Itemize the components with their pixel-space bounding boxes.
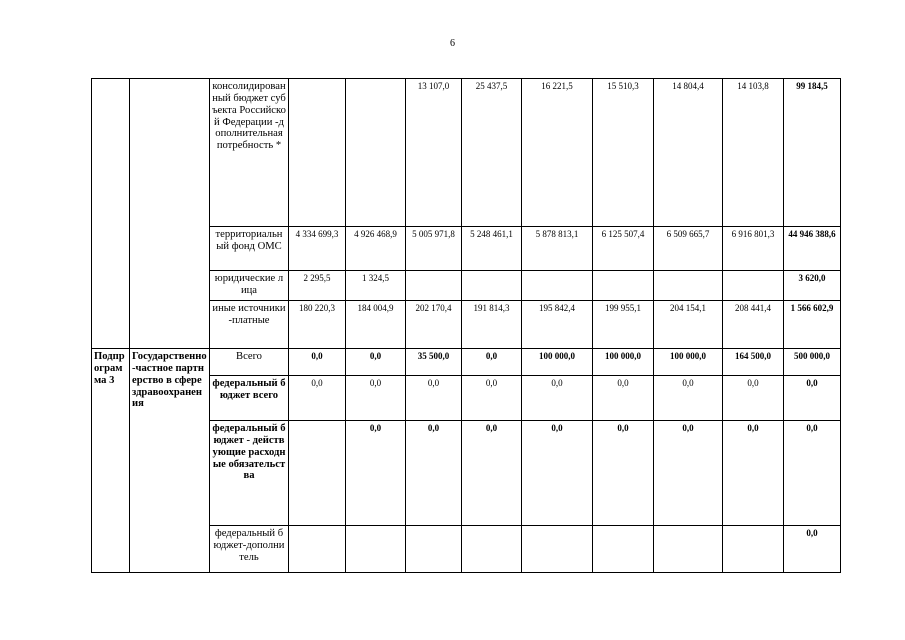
value-cell-year-7: 14 804,4: [654, 79, 723, 227]
value-cell-year-5: [522, 271, 593, 301]
total-cell: 0,0: [784, 421, 841, 526]
value-cell-year-2: 1 324,5: [346, 271, 406, 301]
value-cell-year-6: 15 510,3: [593, 79, 654, 227]
value-cell-year-3: 13 107,0: [406, 79, 462, 227]
value-cell-year-2: 0,0: [346, 421, 406, 526]
value-cell-year-4: 5 248 461,1: [462, 227, 522, 271]
value-cell-year-1: 0,0: [289, 349, 346, 376]
funding-source: территориальный фонд ОМС: [210, 227, 289, 271]
value-cell-year-4: 25 437,5: [462, 79, 522, 227]
value-cell-year-8: [723, 271, 784, 301]
empty-cell-b: [130, 79, 210, 349]
total-cell: 500 000,0: [784, 349, 841, 376]
total-cell: 1 566 602,9: [784, 301, 841, 349]
value-cell-year-8: 0,0: [723, 376, 784, 421]
value-cell-year-8: 164 500,0: [723, 349, 784, 376]
value-cell-year-4: 191 814,3: [462, 301, 522, 349]
value-cell-year-4: 0,0: [462, 376, 522, 421]
value-cell-year-3: [406, 271, 462, 301]
value-cell-year-3: 0,0: [406, 421, 462, 526]
value-cell-year-8: 208 441,4: [723, 301, 784, 349]
funding-source: федеральный бюджет-дополнитель: [210, 526, 289, 573]
value-cell-year-5: 0,0: [522, 421, 593, 526]
value-cell-year-4: [462, 271, 522, 301]
funding-source: юридические лица: [210, 271, 289, 301]
value-cell-year-4: [462, 526, 522, 573]
value-cell-year-2: [346, 79, 406, 227]
value-cell-year-6: [593, 526, 654, 573]
value-cell-year-5: 5 878 813,1: [522, 227, 593, 271]
value-cell-year-3: [406, 526, 462, 573]
value-cell-year-7: [654, 271, 723, 301]
value-cell-year-1: 2 295,5: [289, 271, 346, 301]
funding-source: консолидированный бюджет субъекта Российской Федерации -дополнительная потребность *: [210, 79, 289, 227]
table-row: [92, 349, 841, 376]
value-cell-year-3: 0,0: [406, 376, 462, 421]
funding-source: иные источники -платные: [210, 301, 289, 349]
total-cell: 3 620,0: [784, 271, 841, 301]
value-cell-year-7: 0,0: [654, 421, 723, 526]
value-cell-year-3: 5 005 971,8: [406, 227, 462, 271]
total-cell: 0,0: [784, 526, 841, 573]
value-cell-year-5: 100 000,0: [522, 349, 593, 376]
value-cell-year-5: [522, 526, 593, 573]
total-cell: 0,0: [784, 376, 841, 421]
value-cell-year-5: 195 842,4: [522, 301, 593, 349]
value-cell-year-6: 100 000,0: [593, 349, 654, 376]
page-number: 6: [450, 38, 455, 49]
value-cell-year-1: 180 220,3: [289, 301, 346, 349]
value-cell-year-1: [289, 79, 346, 227]
budget-table: [91, 78, 841, 573]
value-cell-year-1: [289, 526, 346, 573]
funding-source: Всего: [210, 349, 289, 376]
value-cell-year-6: [593, 271, 654, 301]
empty-cell-a: [92, 79, 130, 349]
value-cell-year-2: 0,0: [346, 376, 406, 421]
value-cell-year-6: 0,0: [593, 421, 654, 526]
value-cell-year-2: 4 926 468,9: [346, 227, 406, 271]
value-cell-year-8: 0,0: [723, 421, 784, 526]
value-cell-year-7: 204 154,1: [654, 301, 723, 349]
value-cell-year-6: 199 955,1: [593, 301, 654, 349]
value-cell-year-6: 0,0: [593, 376, 654, 421]
value-cell-year-6: 6 125 507,4: [593, 227, 654, 271]
subprogram-code: Подпрограмма 3: [92, 349, 130, 573]
value-cell-year-7: 100 000,0: [654, 349, 723, 376]
value-cell-year-8: 6 916 801,3: [723, 227, 784, 271]
value-cell-year-2: [346, 526, 406, 573]
funding-source: федеральный бюджет - действующие расходные обязательства: [210, 421, 289, 526]
value-cell-year-1: 0,0: [289, 376, 346, 421]
total-cell: 99 184,5: [784, 79, 841, 227]
value-cell-year-4: 0,0: [462, 349, 522, 376]
funding-source: федеральный бюджет всего: [210, 376, 289, 421]
value-cell-year-3: 35 500,0: [406, 349, 462, 376]
value-cell-year-7: 0,0: [654, 376, 723, 421]
value-cell-year-5: 16 221,5: [522, 79, 593, 227]
total-cell: 44 946 388,6: [784, 227, 841, 271]
table-row: [92, 79, 841, 227]
value-cell-year-7: [654, 526, 723, 573]
subprogram-title: Государственно-частное партнерство в сфере здравоохранения: [130, 349, 210, 573]
value-cell-year-4: 0,0: [462, 421, 522, 526]
value-cell-year-1: 4 334 699,3: [289, 227, 346, 271]
value-cell-year-3: 202 170,4: [406, 301, 462, 349]
value-cell-year-5: 0,0: [522, 376, 593, 421]
value-cell-year-8: [723, 526, 784, 573]
value-cell-year-7: 6 509 665,7: [654, 227, 723, 271]
value-cell-year-2: 0,0: [346, 349, 406, 376]
value-cell-year-1: [289, 421, 346, 526]
value-cell-year-8: 14 103,8: [723, 79, 784, 227]
value-cell-year-2: 184 004,9: [346, 301, 406, 349]
